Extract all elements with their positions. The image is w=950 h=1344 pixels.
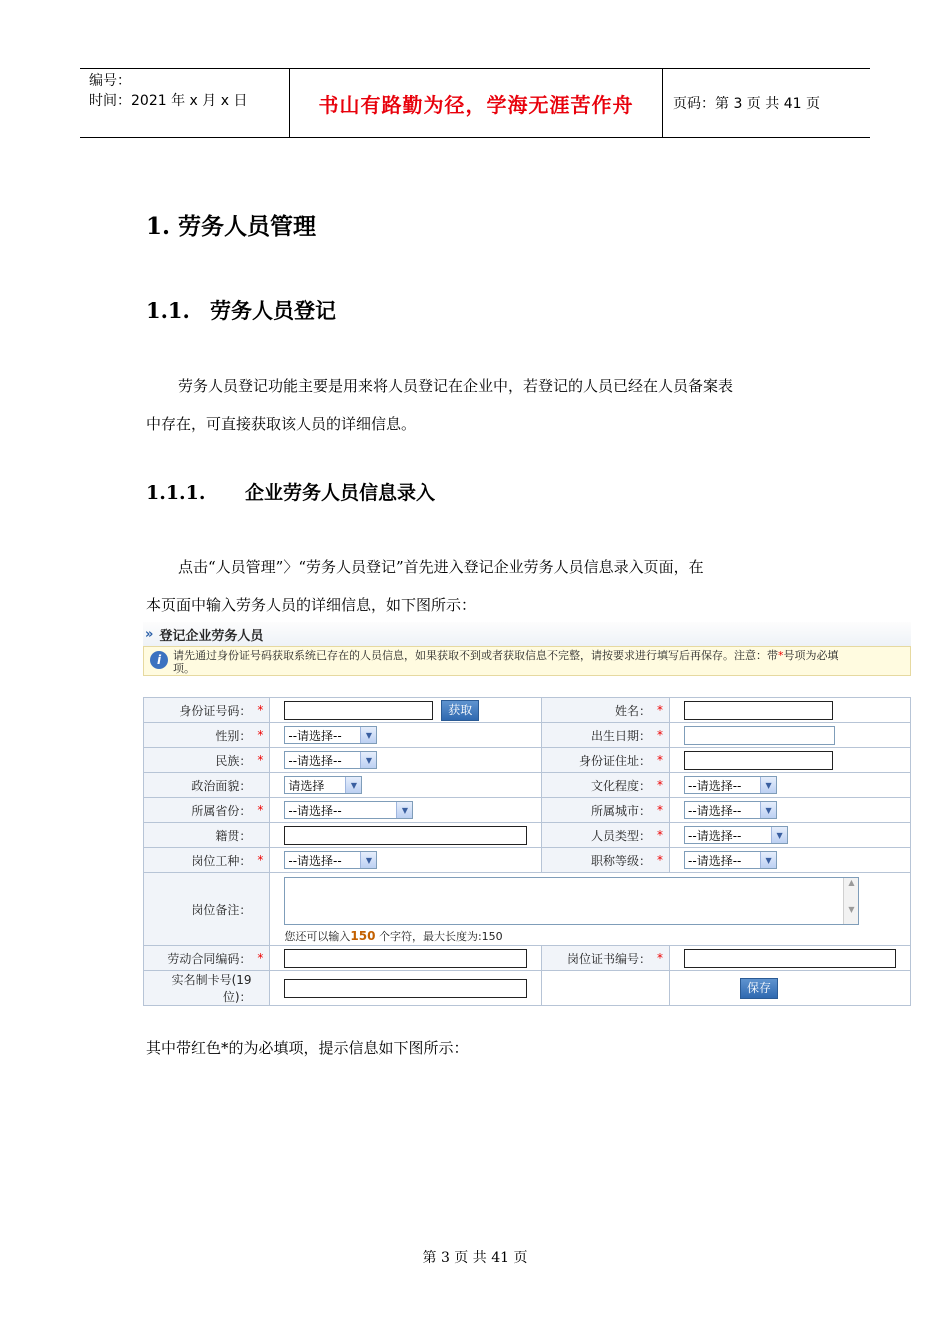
info-icon: i	[150, 651, 168, 669]
chevron-down-icon: ▼	[760, 852, 776, 868]
name-input[interactable]	[684, 701, 833, 720]
required-mark: *	[657, 753, 664, 767]
label-native-place: 籍贯：	[215, 828, 252, 843]
label-province: 所属省份：	[191, 803, 252, 818]
registration-form-table	[143, 697, 911, 1006]
ethnicity-select[interactable]: --请选择-- ▼	[284, 751, 377, 769]
chevron-down-icon: ▼	[760, 777, 776, 793]
save-button[interactable]: 保存	[740, 978, 778, 999]
heading-1-1-text: 劳务人员登记	[210, 298, 336, 323]
job-type-select[interactable]: --请选择-- ▼	[284, 851, 377, 869]
title-level-select[interactable]: --请选择-- ▼	[684, 851, 777, 869]
paragraph-1-line-1: 劳务人员登记功能主要是用来将人员登记在企业中，若登记的人员已经在人员备案表	[178, 377, 734, 395]
required-mark: *	[257, 853, 264, 867]
label-political: 政治面貌：	[191, 778, 252, 793]
political-select[interactable]: 请选择 ▼	[284, 776, 362, 794]
table-row	[144, 848, 911, 873]
required-mark: *	[657, 778, 664, 792]
header-meta	[80, 69, 290, 137]
table-row	[144, 798, 911, 823]
paragraph-3	[146, 1029, 816, 1067]
scroll-up-icon: ▲	[848, 878, 855, 887]
city-select[interactable]: --请选择-- ▼	[684, 801, 777, 819]
char-count-hint: 您还可以输入150 个字符，最大长度为:150	[284, 929, 503, 943]
required-mark: *	[657, 803, 664, 817]
table-row	[144, 971, 911, 1006]
heading-1-1-1-number: 1.1.1.	[146, 482, 206, 504]
label-name: 姓名：	[615, 703, 652, 718]
chevron-down-icon: ▼	[360, 752, 376, 768]
table-row	[144, 773, 911, 798]
double-chevron-icon: »	[145, 626, 154, 642]
label-city: 所属城市：	[591, 803, 652, 818]
required-mark: *	[657, 703, 664, 717]
required-mark: *	[257, 753, 264, 767]
chevron-down-icon: ▼	[345, 777, 361, 793]
label-job-type: 岗位工种：	[191, 853, 252, 868]
label-id-address: 身份证住址：	[579, 753, 652, 768]
label-contract-no: 劳动合同编码：	[167, 951, 252, 966]
province-select[interactable]: --请选择-- ▼	[284, 801, 413, 819]
label-person-type: 人员类型：	[591, 828, 652, 843]
chevron-down-icon: ▼	[360, 852, 376, 868]
header-motto: 书山有路勤为径，学海无涯苦作舟	[290, 69, 663, 137]
header-page-info: 页码：第 3 页 共 41 页	[673, 96, 820, 112]
required-mark: *	[257, 703, 264, 717]
person-type-select[interactable]: --请选择-- ▼	[684, 826, 788, 844]
form-screenshot	[143, 622, 911, 1010]
table-row	[144, 946, 911, 971]
contract-no-input[interactable]	[284, 949, 527, 968]
table-row	[144, 723, 911, 748]
label-education: 文化程度：	[591, 778, 652, 793]
label-title-level: 职称等级：	[591, 853, 652, 868]
notice-bar	[143, 646, 911, 676]
required-mark: *	[657, 728, 664, 742]
cert-no-input[interactable]	[684, 949, 896, 968]
chevron-down-icon: ▼	[360, 727, 376, 743]
table-row	[144, 873, 911, 946]
id-address-input[interactable]	[684, 751, 833, 770]
header-time: 时间：2021 年 x 月 x 日	[89, 93, 248, 109]
char-count: 150	[350, 929, 376, 943]
required-mark: *	[257, 728, 264, 742]
page-footer: 第 3 页 共 41 页	[422, 1250, 528, 1266]
paragraph-1	[146, 367, 816, 443]
required-mark: *	[257, 951, 264, 965]
id-number-input[interactable]	[284, 701, 433, 720]
table-row	[144, 823, 911, 848]
heading-1-1-number: 1.1.	[146, 298, 190, 323]
birth-date-input[interactable]	[684, 726, 835, 745]
table-row	[144, 698, 911, 723]
header-number: 编号：	[89, 73, 131, 89]
page-header	[80, 68, 870, 138]
fetch-button[interactable]: 获取	[441, 700, 479, 721]
heading-1-1-1-text: 企业劳务人员信息录入	[245, 482, 436, 504]
chevron-down-icon: ▼	[396, 802, 412, 818]
form-title: 登记企业劳务人员	[159, 628, 264, 644]
required-mark: *	[657, 828, 664, 842]
paragraph-2	[146, 548, 816, 624]
label-id-number: 身份证号码：	[179, 703, 252, 718]
chevron-down-icon: ▼	[771, 827, 787, 843]
label-cert-no: 岗位证书编号：	[567, 951, 652, 966]
paragraph-2-line-2: 本页面中输入劳务人员的详细信息，如下图所示：	[146, 596, 477, 614]
realname-card-input[interactable]	[284, 979, 527, 998]
table-row	[144, 748, 911, 773]
scroll-down-icon: ▼	[848, 905, 855, 914]
paragraph-3-line-1: 其中带红色*的为必填项，提示信息如下图所示：	[146, 1039, 469, 1057]
paragraph-1-line-2: 中存在，可直接获取该人员的详细信息。	[146, 415, 417, 433]
chevron-down-icon: ▼	[760, 802, 776, 818]
form-title-bar	[143, 622, 911, 646]
heading-1-1	[146, 295, 336, 325]
label-job-remark: 岗位备注：	[191, 902, 252, 917]
label-gender: 性别：	[215, 728, 252, 743]
job-remark-textarea[interactable]	[284, 877, 859, 925]
gender-select[interactable]: --请选择-- ▼	[284, 726, 377, 744]
label-ethnicity: 民族：	[215, 753, 252, 768]
paragraph-2-line-1: 点击“人员管理”〉“劳务人员登记”首先进入登记企业劳务人员信息录入页面，在	[178, 558, 704, 576]
heading-1: 1. 劳务人员管理	[146, 213, 317, 240]
education-select[interactable]: --请选择-- ▼	[684, 776, 777, 794]
required-mark: *	[657, 951, 664, 965]
required-mark: *	[257, 803, 264, 817]
scrollbar[interactable]	[843, 878, 858, 924]
label-birth-date: 出生日期：	[591, 728, 652, 743]
native-place-input[interactable]	[284, 826, 527, 845]
label-realname-card: 实名制卡号(19位)：	[171, 973, 252, 1004]
heading-1-1-1	[146, 478, 435, 505]
notice-text: 请先通过身份证号码获取系统已存在的人员信息，如果获取不到或者获取信息不完整，请按要求进行填写后再保存。注意：带*号项为必填 项。	[173, 649, 839, 675]
required-mark: *	[657, 853, 664, 867]
